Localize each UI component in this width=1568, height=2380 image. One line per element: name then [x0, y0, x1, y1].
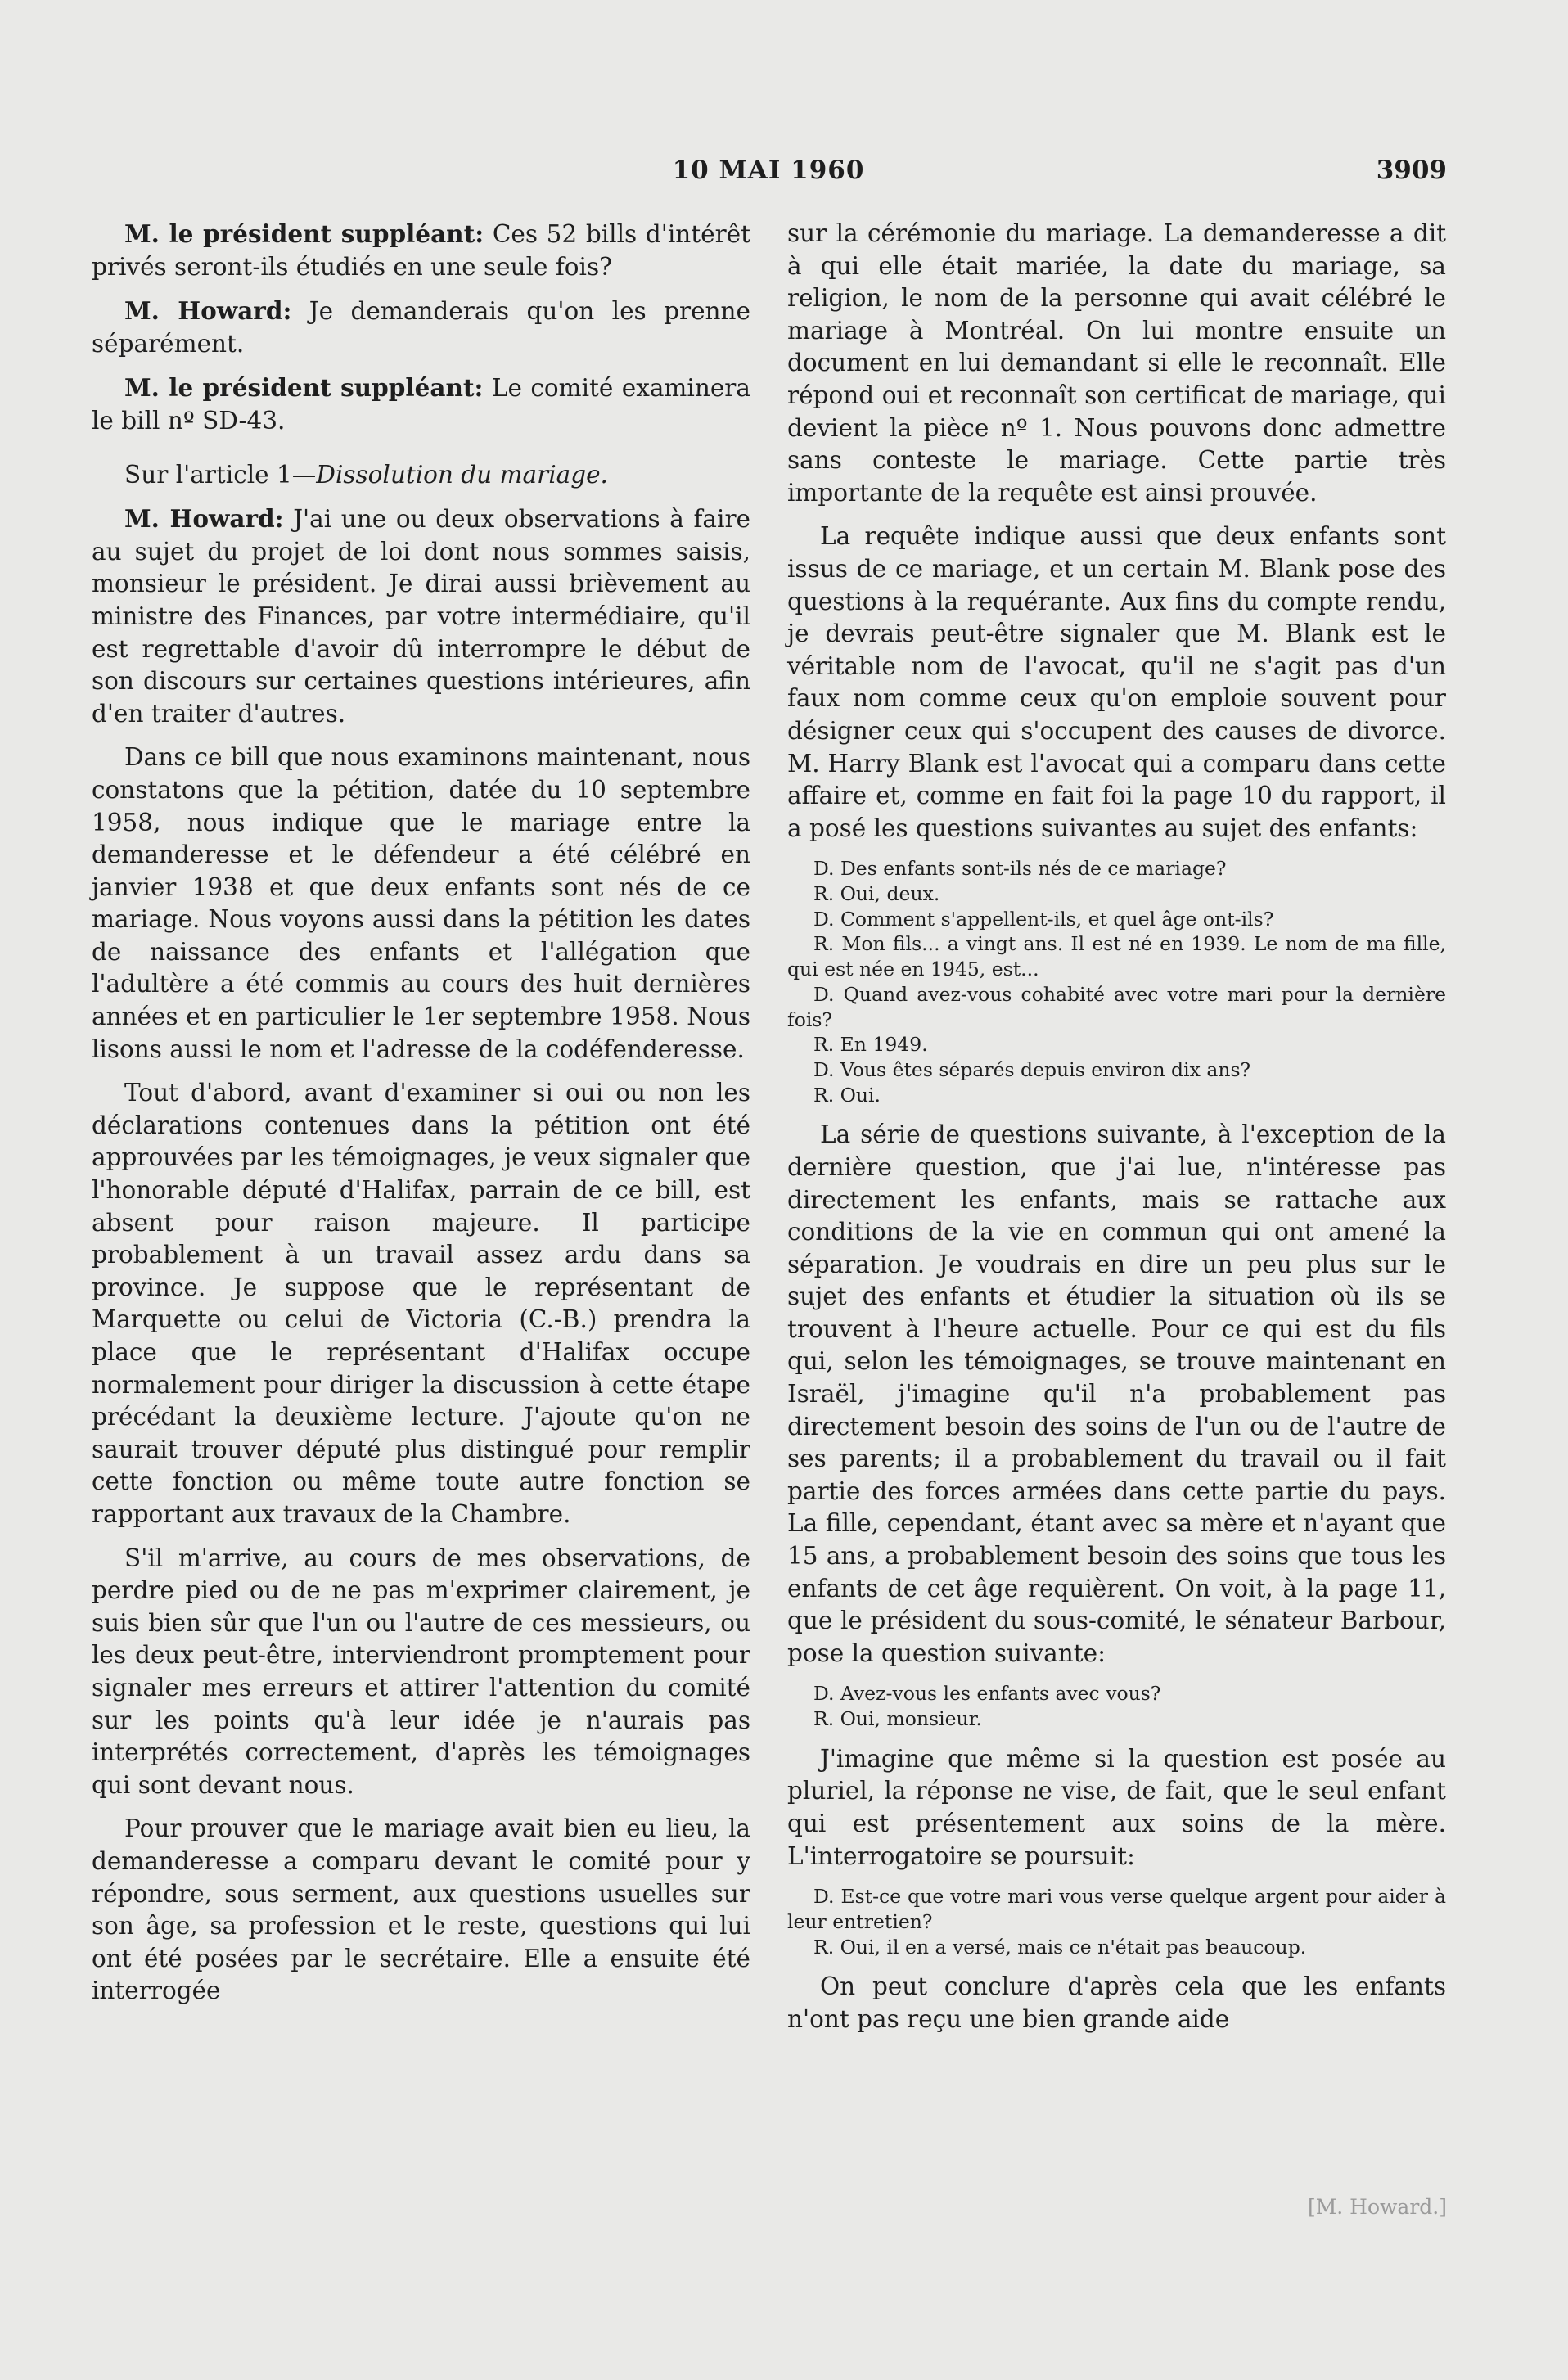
testimony-line: D. Comment s'appellent-ils, et quel âge ont-ils?	[813, 907, 1274, 931]
paragraph: On peut conclure d'après cela que les enfants n'ont pas reçu une bien grande aide	[787, 1972, 1446, 2033]
paragraph: Tout d'abord, avant d'examiner si oui ou non les déclarations contenues dans la pétition ont été approuvées par les témoignages, je veux signaler que l'honorable député d'Halifax, parrain de ce bill, est absent pour raison majeure. Il participe probablement à un travail assez ardu dans sa province. Je suppose que le représentant de Marquette ou celui de Victoria (C.-B.) prendra la place que le représentant d'Halifax occupe normalement pour diriger la discussion à cette étape précédant la deuxième lecture. J'ajoute qu'on ne saurait trouver député plus distingué pour remplir cette fonction ou même toute autre fonction se rapportant aux travaux de la Chambre.	[92, 1079, 750, 1528]
left-column	[92, 218, 750, 2019]
speaker-attribution: [M. Howard.]	[1307, 2195, 1447, 2219]
speech-text: J'ai une ou deux observations à faire au sujet du projet de loi dont nous sommes saisis, monsieur le président. Je dirai aussi brièvement au ministre des Finances, par votre intermédiaire, qu'il est regrettable d'avoir dû interrompre le début de son discours sur certaines questions intérieures, afin d'en traiter d'autres.	[92, 505, 751, 728]
testimony-line: R. Oui, il en a versé, mais ce n'était pas beaucoup.	[813, 1935, 1307, 1959]
speaker-name: M. Howard:	[124, 296, 292, 326]
testimony-block	[787, 856, 1446, 1107]
paragraph	[92, 295, 750, 360]
paragraph: La requête indique aussi que deux enfants sont issus de ce mariage, et un certain M. Blank pose des questions à la requérante. Aux fins du compte rendu, je devrais peut-être signaler que M. Blank est le véritable nom de l'avocat, qu'il ne s'agit pas d'un faux nom comme ceux qu'on emploie souvent pour désigner ceux qui s'occupent des causes de divorce. M. Harry Blank est l'avocat qui a comparu dans cette affaire et, comme en fait foi la page 10 du rapport, il a posé les questions suivantes au sujet des enfants:	[787, 522, 1446, 842]
right-column	[787, 218, 1446, 2047]
paragraph: Pour prouver que le mariage avait bien eu lieu, la demanderesse a comparu devant le comité pour y répondre, sous serment, aux questions usuelles sur son âge, sa profession et le reste, questions qui lui ont été posées par le secrétaire. Elle a ensuite été interrogée	[92, 1814, 750, 2005]
testimony-line: D. Quand avez-vous cohabité avec votre mari pour la dernière fois?	[787, 982, 1446, 1031]
testimony-line: D. Avez-vous les enfants avec vous?	[813, 1682, 1161, 1706]
paragraph: S'il m'arrive, au cours de mes observations, de perdre pied ou de ne pas m'exprimer clairement, je suis bien sûr que l'un ou l'autre de ces messieurs, ou les deux peut-être, interviendront promptement pour signaler mes erreurs et attirer l'attention du comité sur les points qu'à leur idée je n'aurais pas interprétés correctement, d'après les témoignages qui sont devant nous.	[92, 1544, 750, 1799]
paragraph: Dans ce bill que nous examinons maintenant, nous constatons que la pétition, datée du 10 septembre 1958, nous indique que le mariage entre la demanderesse et le défendeur a été célébré en janvier 1938 et que deux enfants sont nés de ce mariage. Nous voyons aussi dans la pétition les dates de naissance des enfants et l'allégation que l'adultère a été commis au cours des huit dernières années et en particulier le 1er septembre 1958. Nous lisons aussi le nom et l'adresse de la codéfenderesse.	[92, 743, 750, 1063]
speaker-name: M. le président suppléant:	[124, 219, 484, 248]
testimony-block	[787, 1884, 1446, 1959]
speech-text: Ces 52 bills d'intérêt privés seront-ils étudiés en une seule fois?	[92, 220, 750, 281]
testimony-line: R. Mon fils... a vingt ans. Il est né en 1939. Le nom de ma fille, qui est née en 1945, est...	[787, 932, 1446, 981]
page-header	[90, 156, 1447, 195]
header-page-number: 3909	[1376, 156, 1447, 185]
paragraph	[92, 503, 750, 730]
speaker-name: M. le président suppléant:	[124, 373, 484, 403]
testimony-line: D. Vous êtes séparés depuis environ dix ans?	[813, 1057, 1251, 1081]
section-title: Dissolution du mariage.	[316, 460, 608, 489]
testimony-block	[787, 1681, 1446, 1731]
paragraph	[92, 218, 750, 283]
paragraph: sur la cérémonie du mariage. La demanderesse a dit à qui elle était mariée, la date du mariage, sa religion, le nom de la personne qui avait célébré le mariage à Montréal. On lui montre ensuite un document en lui demandant si elle le reconnaît. Elle répond oui et reconnaît son certificat de mariage, qui devient la pièce nº 1. Nous pouvons donc admettre sans conteste le mariage. Cette partie très importante de la requête est ainsi prouvée.	[787, 219, 1446, 507]
speaker-name: M. Howard:	[124, 504, 284, 534]
section-prefix: Sur l'article 1—	[124, 460, 317, 489]
testimony-line: D. Des enfants sont-ils nés de ce mariage?	[813, 857, 1227, 881]
testimony-line: R. Oui, deux.	[813, 881, 940, 905]
section-heading	[92, 459, 750, 492]
paragraph: J'imagine que même si la question est posée au pluriel, la réponse ne vise, de fait, que le seul enfant qui est présentement aux soins de la mère. L'interrogatoire se poursuit:	[787, 1744, 1446, 1870]
header-date: 10 MAI 1960	[672, 156, 865, 185]
speech-text: Je demanderais qu'on les prenne séparément.	[92, 297, 750, 358]
paragraph: La série de questions suivante, à l'exception de la dernière question, que j'ai lue, n'intéresse pas directement les enfants, mais se rattache aux conditions de la vie en commun qui ont amené la séparation. Je voudrais en dire un peu plus sur le sujet des enfants et étudier la situation où ils se trouvent à l'heure actuelle. Pour ce qui est du fils qui, selon les témoignages, se trouve maintenant en Israël, j'imagine qu'il n'a probablement pas directement besoin des soins de l'un ou de l'autre de ses parents; il a probablement du travail ou il fait partie des forces armées dans cette partie du pays. La fille, cependant, étant avec sa mère et n'ayant que 15 ans, a probablement besoin des soins que tous les enfants de cet âge requièrent. On voit, à la page 11, que le président du sous-comité, le sénateur Barbour, pose la question suivante:	[787, 1120, 1446, 1667]
testimony-line: R. En 1949.	[813, 1033, 928, 1057]
testimony-line: D. Est-ce que votre mari vous verse quelque argent pour aider à leur entretien?	[787, 1885, 1446, 1933]
testimony-line: R. Oui.	[813, 1083, 881, 1107]
paragraph	[92, 372, 750, 437]
testimony-line: R. Oui, monsieur.	[813, 1707, 982, 1731]
speech-text: Le comité examinera le bill nº SD-43.	[92, 374, 750, 435]
